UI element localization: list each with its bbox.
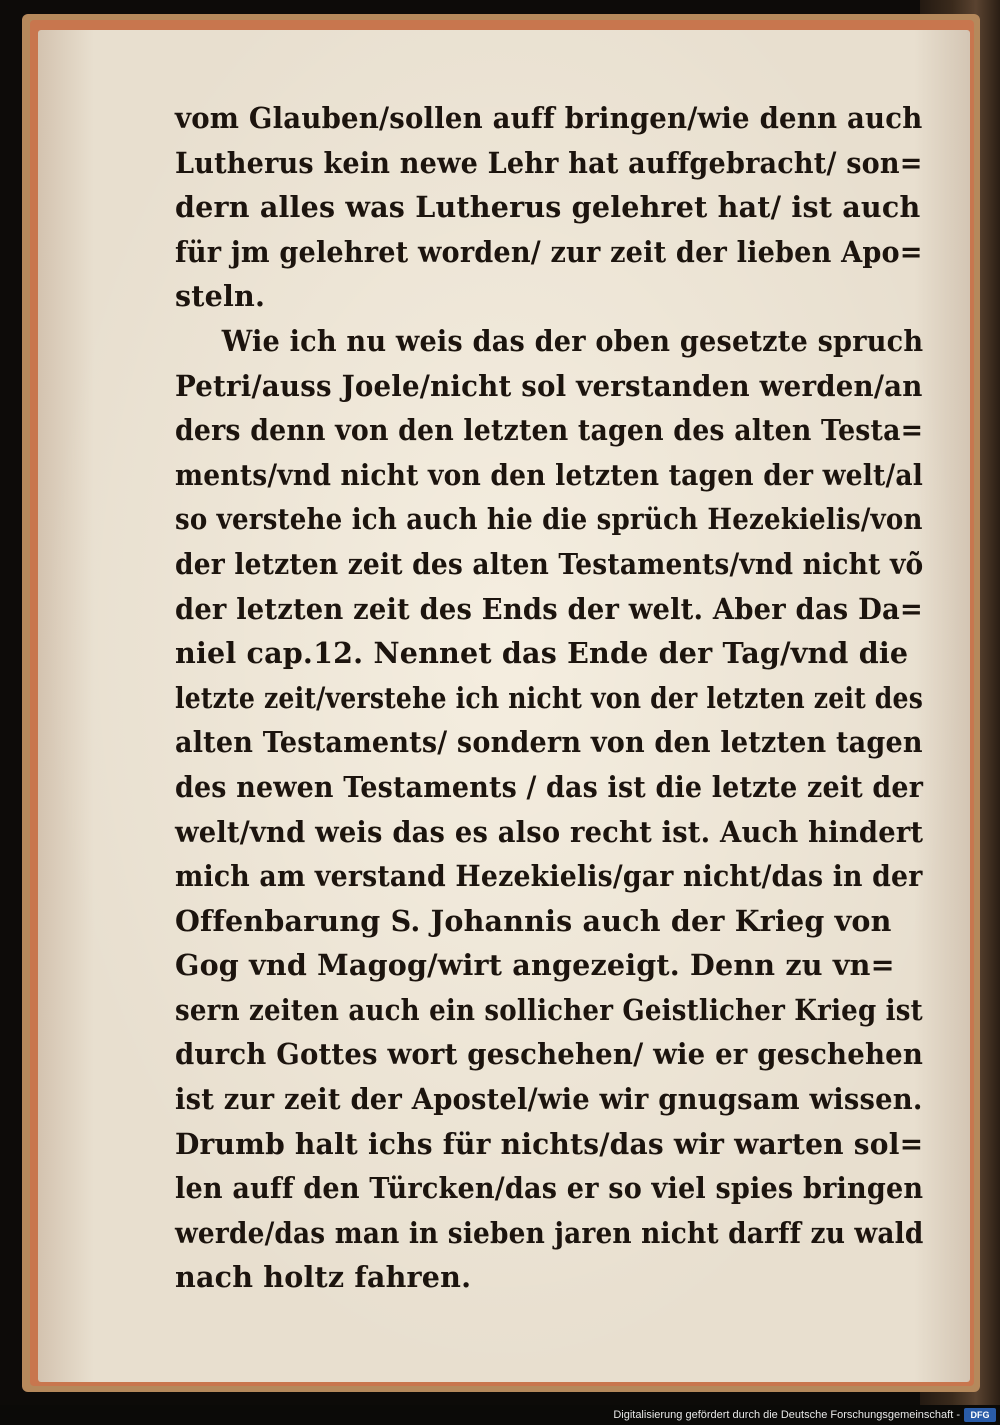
text-line: werde/das man in sieben jaren nicht darff zu wald xyxy=(175,1215,924,1250)
text-line: für jm gelehret worden/ zur zeit der lieben Apo= xyxy=(175,234,923,269)
text-line: Lutherus kein newe Lehr hat auffgebracht/ son= xyxy=(175,145,923,180)
text-line: welt/vnd weis das es also recht ist. Auch hindert xyxy=(175,814,924,849)
text-line: niel cap.12. Nennet das Ende der Tag/vnd die xyxy=(175,636,909,671)
text-line: vom Glauben/sollen auff bringen/wie denn auch xyxy=(175,101,923,135)
text-line: ist zur zeit der Apostel/wie wir gnugsam wissen. xyxy=(175,1082,923,1117)
text-line: Wie ich nu weis das der oben gesetzte spruch xyxy=(221,323,924,358)
text-line: mich am verstand Hezekielis/gar nicht/das in der xyxy=(175,859,923,894)
text-line: der letzten zeit des Ends der welt. Aber das Da= xyxy=(175,591,924,626)
text-line: ders denn von den letzten tagen des alten Testa= xyxy=(175,413,924,448)
text-line: Offenbarung S. Johannis auch der Krieg von xyxy=(175,903,892,938)
text-line: Drumb halt ichs für nichts/das wir warten sol= xyxy=(175,1126,924,1161)
text-line: ments/vnd nicht von den letzten tagen der welt/al xyxy=(175,457,924,492)
text-line: so verstehe ich auch hie die sprüch Hezekielis/von xyxy=(175,502,923,537)
text-line: dern alles was Lutherus gelehret hat/ ist auch xyxy=(175,190,921,225)
dfg-logo: DFG xyxy=(964,1408,996,1422)
text-line: steln. xyxy=(175,279,266,314)
text-block xyxy=(175,96,935,1300)
text-line: der letzten zeit des alten Testaments/vnd nicht võ xyxy=(175,546,924,581)
text-line: nach holtz fahren. xyxy=(175,1260,472,1295)
text-line: len auff den Türcken/das er so viel spies bringen xyxy=(175,1171,924,1206)
text-line: Gog vnd Magog/wirt angezeigt. Denn zu vn= xyxy=(175,948,895,983)
text-line: des newen Testaments / das ist die letzte zeit der xyxy=(175,769,924,804)
footer-credit: Digitalisierung gefördert durch die Deutsche Forschungsgemeinschaft - xyxy=(613,1409,960,1421)
text-line: durch Gottes wort geschehen/ wie er geschehen xyxy=(175,1037,924,1072)
text-line: alten Testaments/ sondern von den letzten tagen xyxy=(175,725,923,760)
text-line: Petri/auss Joele/nicht sol verstanden werden/an xyxy=(175,368,923,403)
text-line: sern zeiten auch ein sollicher Geistlicher Krieg ist xyxy=(175,992,923,1027)
text-line: letzte zeit/verstehe ich nicht von der letzten zeit des xyxy=(175,680,924,715)
